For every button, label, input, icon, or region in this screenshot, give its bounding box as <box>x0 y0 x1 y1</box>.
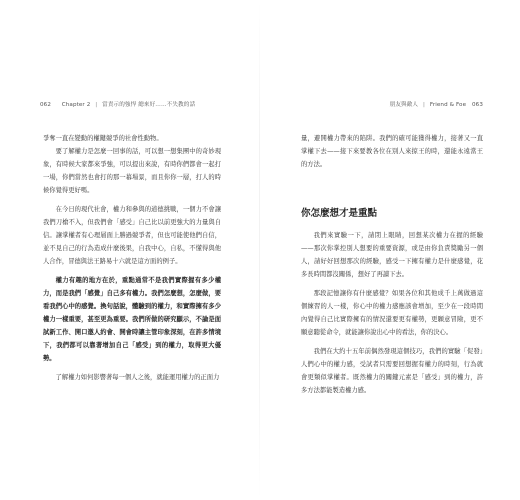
paragraph: 我們來實驗一下，請閉上眼睛，回想某次權力在握的經驗——那次你掌控別人想要的重要資源，或是由你負責獎勵另一個人，請好好回想那次的經驗，感受一下擁有權力是什麼感覺，花多長時間都沒關係，想好了再讀下去。 <box>301 232 483 278</box>
paragraph: 了解權力如何影響著每一個人之後，就能運用權力的正面力 <box>55 374 220 381</box>
right-header-separator: | <box>423 102 426 108</box>
paragraph: 量，避開權力帶來的陷阱。我們的確可能獲得權力，接著又一直掌權下去——接下來要教各位在別人來掠王的時，還能永遠當王的方法。 <box>301 135 483 168</box>
left-chapter-label: Chapter 2 <box>61 102 91 108</box>
left-header-separator: | <box>95 102 98 108</box>
paragraph: 我們在大約十五年前偶然發現這個技巧，我們的實驗「促發」人們心中的權力感，受試者只需要回想握有權力的時刻，行為就會更類似掌權者。既然權力的關鍵元素是「感受」到的權力，許多方法都能製造權力感。 <box>301 348 483 394</box>
book-spine <box>259 0 260 500</box>
right-section-label: 朋友與敵人 <box>389 102 419 108</box>
left-body-text <box>43 132 221 384</box>
section-heading: 你怎麼想才是重點 <box>301 208 378 219</box>
paragraph-emphasis: 權力有趣的地方在於，重點通常不是我們實際握有多少權力，而是我們「感覺」自己多有權力。我們怎麼想，怎麼做，要看我們心中的感覺。換句話說，體驗到的權力，和實際擁有多少權力一樣重要，甚至更為重要。我們所做的研究顯示，不論是面試新工作、開口邀人約會、開會時讓主管印象深刻，在許多情境下，我們都可以靠著增加自己「感受」到的權力，取得更大優勢。 <box>43 277 221 362</box>
right-running-header <box>390 100 483 110</box>
paragraph: 要了解權力是怎麼一回事的話，可以想一想集團中的奇妙現象，有時候大家都來爭強，可以提出來說，有時你們都會一起打一場，你們當然也會打的那一幕場景，而且你你一層，打人的時候你覺得更好嗎。 <box>43 148 221 194</box>
paragraph: 爭奪一直在變動的權鍵競爭的社會性動物。 <box>43 135 163 142</box>
right-title-en: Friend & Foe <box>429 102 467 108</box>
left-running-header <box>40 100 195 110</box>
left-page-number: 062 <box>40 102 51 108</box>
right-intro-text <box>301 132 483 171</box>
left-chapter-title: 當責示的強悍 總來好……不失教的話 <box>102 102 196 108</box>
paragraph: 在今日的現代社會，權力和參與的道德挑戰，一個力不會讓我們刀槍不入，但我們會「感受」自己比以前更強大的力量與自信。讓掌權者有心理層面上勝過競爭者，但也可能使他們自信，並不見自己的行為造成什麼後果，自我中心，自私，不懂得與他人合作，冒德與法王路易十六就是這方面的例子。 <box>43 206 221 265</box>
right-body-text <box>301 229 483 397</box>
right-page-number: 063 <box>472 102 483 108</box>
paragraph: 那段記憶讓你有什麼感覺？如果各位和其他成千上萬做過這個練習的人一樣，你心中的權力感應該會增加，至少在一段時間內覺得自己比實際擁有的情況還要更有權勢，更願意冒險，更不願意聽從命令，就能讓你說出心中的看法，你的決心。 <box>301 290 483 336</box>
